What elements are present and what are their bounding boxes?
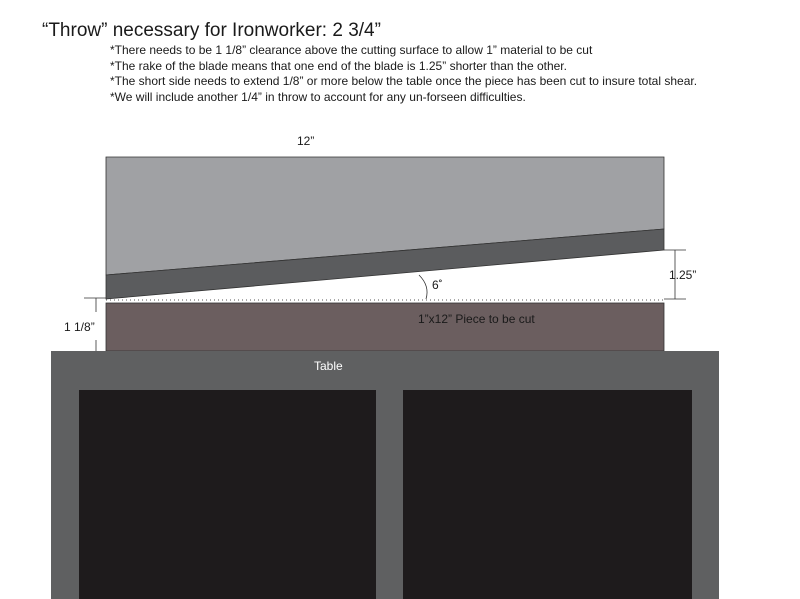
angle-label: 6˚ — [432, 278, 443, 292]
table-opening-right — [403, 390, 692, 599]
workpiece — [106, 303, 664, 351]
table-opening-left — [79, 390, 376, 599]
note-extra-throw: *We will include another 1/4” in throw to account for any un-forseen difficulties. — [110, 89, 526, 104]
blade-width-label: 12” — [297, 134, 315, 148]
workpiece-label: 1”x12” Piece to be cut — [418, 312, 535, 326]
note-rake: *The rake of the blade means that one end of the blade is 1.25” shorter than the other. — [110, 58, 567, 73]
page-title: “Throw” necessary for Ironworker: 2 3/4” — [42, 20, 381, 41]
note-shear: *The short side needs to extend 1/8” or more below the table once the piece has been cut to insure total shear. — [110, 74, 698, 88]
clearance-label: 1 1/8” — [64, 320, 95, 334]
note-clearance: *There needs to be 1 1/8” clearance above the cutting surface to allow 1” material to be cut — [110, 43, 593, 57]
rake-label: 1.25” — [669, 268, 697, 282]
angle-arc — [419, 275, 427, 299]
table-label: Table — [314, 359, 343, 373]
